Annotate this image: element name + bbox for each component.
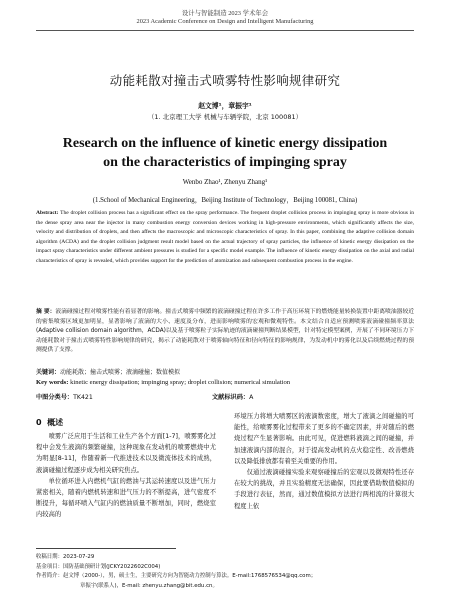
footnote-received: 收稿日期：2023-07-29 <box>36 554 95 560</box>
abstract-cn-text: 液滴碰撞过程对喷雾性能有着显著的影响。撞击式喷雾中频繁的液滴碰撞过程在许多工作于高压环境下的燃烧能量转换装置中距离喷油器较近的密集喷雾区域更加明显，显著影响了液滴的大小、速度及分布，进而影响喷雾的宏观和微观特性。本文结合自适应预测喷雾液滴碰撞频率算法(Adaptive collision domain algorithm，ACDA)以及基于喷雾粒子实际轨迹的液滴碰撞判断结果模型，针对特定模型案例，开展了不同环境压力下动能耗散对于撞击式喷雾特性影响规律的研究，揭示了动能耗散对于喷雾轴向特征和径向特征的影响规律，为发动机中的雾化以及后续燃烧过程的预测提供了支撑。 <box>36 309 414 354</box>
header-rule <box>36 30 414 31</box>
doc-code-value: A <box>249 394 254 401</box>
paragraph: 单位循环进入内燃机气缸的燃油与其运转速度以及进气压力紧密相关，随着内燃机转速和进气压力的不断提高，进气密度不断提升，每循环喷入气缸内的燃油质量不断增加，同时，燃烧室内较高的 <box>36 477 216 519</box>
abstract-cn-label: 摘 要： <box>36 309 56 315</box>
body-column-right <box>234 411 414 512</box>
footnote-rule <box>36 548 176 549</box>
classification-label: 中图分类号： <box>36 394 74 401</box>
title-cn: 动能耗散对撞击式喷雾特性影响规律研究 <box>109 73 341 88</box>
footnote-author-bio: 作者简介：赵文博（2000-），男，硕士生，主要研究方向为智能动力控制与算法。E-mail:1768576534@qq.com； <box>36 573 317 580</box>
keywords-cn <box>36 367 414 376</box>
section-title: 概述 <box>47 418 64 427</box>
footnote-funding: 基金项目：国防基础预研计划(JCKY2022602C004) <box>36 563 161 570</box>
classification-value: TK421 <box>73 394 93 401</box>
authors-cn: 赵文博¹，章振宇¹ <box>198 102 252 110</box>
conference-header-en: 2023 Academic Conference on Design and Intelligent Manufacturing <box>136 18 314 25</box>
affiliation-cn: （1. 北京理工大学 机械与车辆学院，北京 100081） <box>147 113 303 121</box>
title-en <box>0 134 450 172</box>
keywords-en-label: Key words: <box>36 379 69 386</box>
paragraph: 环境压力将增大喷雾区的液滴数密度，增大了液滴之间碰撞的可能性，给喷雾雾化过程带来了更多的不确定因素，并对随后的燃烧过程产生显著影响。由此可见，促进燃料液滴之间的碰撞，并加速液滴内部的混合，对于提高发动机的点火稳定性、改善燃烧以及降低排放都有着至关重要的作用。 <box>234 413 414 465</box>
classification-number <box>36 392 93 401</box>
doc-code-label: 文献标识码： <box>212 394 250 401</box>
abstract-en <box>36 209 414 267</box>
keywords-cn-label: 关键词： <box>36 369 61 376</box>
document-code <box>212 392 253 401</box>
title-en-line2: on the characteristics of impinging spray <box>103 155 347 170</box>
keywords-en-text: kinetic energy dissipation; impinging spray; droplet collision; numerical simulation <box>70 379 291 386</box>
abstract-cn <box>36 308 414 356</box>
footnotes <box>36 553 416 591</box>
abstract-en-label: Abstract: <box>36 210 59 216</box>
section-heading <box>36 417 63 428</box>
abstract-en-text: The droplet collision process has a significant effect on the spray performance. The frequent droplet collision process in impinging spray is more obvious in the dense spray area near the injector in many combustion energy conversion devices working in high-pressure environments, which significantly affects the size, velocity and distribution of droplets, and then affects the macroscopic and microscopic characteristics of spray. In this paper, combining the adaptive collision domain algorithm (ACDA) and the droplet collision judgment result model based on the actual trajectory of spray particles, the influence of kinetic energy dissipation on the impact spray characteristics under different ambient pressures is studied for a specific model example. The influence of kinetic energy dissipation on the axial and radial characteristics of spray is revealed, which provides support for the prediction of atomization and subsequent combustion process in the engine. <box>36 210 414 264</box>
footnote-contact: 章振宇(联系人)，E-mail: zhenyu.zhang@bit.edu.cn。 <box>80 582 218 589</box>
keywords-en <box>36 379 414 386</box>
title-en-line1: Research on the influence of kinetic energy dissipation <box>62 136 388 151</box>
conference-header-cn: 设计与智能制造 2023 学术年会 <box>181 10 269 17</box>
paragraph: 喷雾广泛应用于生活和工业生产各个方面[1-7]，喷雾雾化过程中会发生液滴的频繁碰撞，这种现象在发动机的喷雾燃烧中尤为明显[8-11]，作随着新一代推进技术以及微流体技术的成熟，液滴碰撞过程逐步成为相关研究焦点。 <box>36 433 216 474</box>
paragraph: 仅通过液滴碰撞实验来观察碰撞后的宏观以及微观特性还存在较大的挑战，并且实验精度无法确保，因此要借助数值模拟的手段进行表征，然而，通过数值模拟方法进行两相流的计算很大程度上依 <box>234 469 414 510</box>
body-column-left <box>36 431 216 521</box>
affiliation-en: (1.School of Mechanical Engineering，Beijing Institute of Technology，Beijing 100081, China) <box>92 197 358 204</box>
authors-en: Wenbo Zhao¹, Zhenyu Zhang¹ <box>182 178 268 186</box>
section-number: 0 <box>36 418 42 427</box>
keywords-cn-text: 动能耗散；撞击式喷雾；液滴碰撞；数值模拟 <box>60 369 181 376</box>
